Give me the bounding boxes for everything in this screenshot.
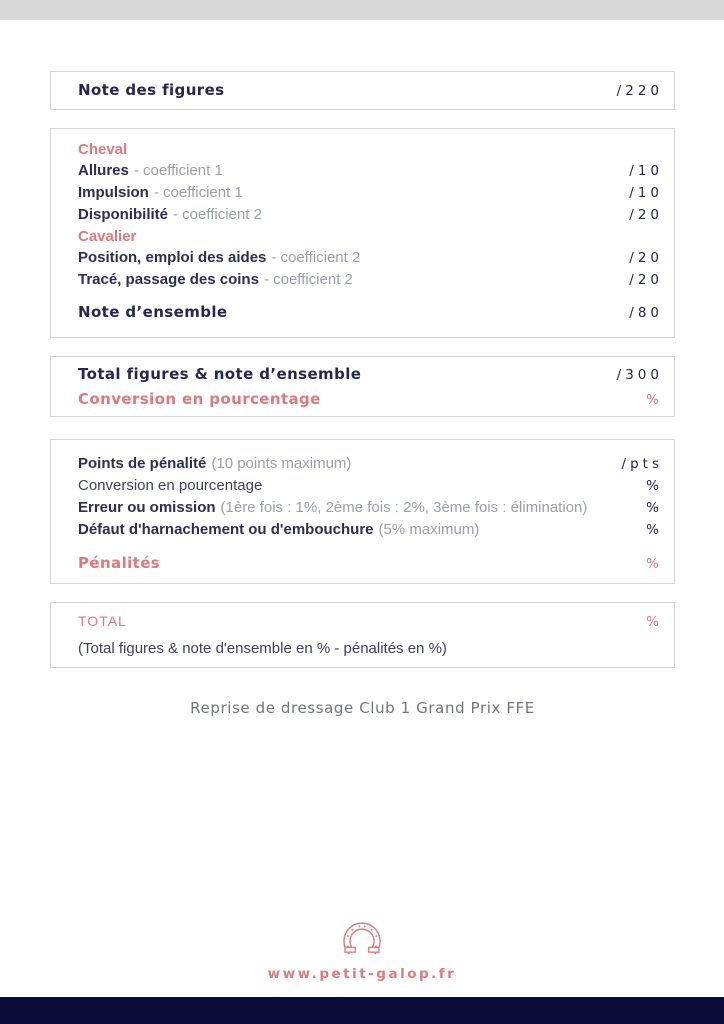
test-caption: Reprise de dressage Club 1 Grand Prix FFE: [190, 699, 535, 717]
penalty-row-points: [78, 453, 663, 475]
penalty-detail: (5% maximum): [378, 521, 480, 538]
bottom-bar: [0, 997, 724, 1024]
penalty-detail: (1ère fois : 1%, 2ème fois : 2%, 3ème fois : élimination): [220, 499, 588, 516]
penalty-row-harnachement: [78, 519, 663, 541]
penalties-total-value: %: [646, 556, 663, 572]
penalties-box: [50, 439, 675, 584]
cheval-heading: Cheval: [78, 141, 128, 158]
mark-label: Disponibilité: [78, 206, 168, 223]
penalty-row-conversion: [78, 475, 663, 497]
horseshoe-icon: [339, 911, 385, 964]
mark-row-position: [78, 247, 663, 269]
penalty-detail: (10 points maximum): [211, 455, 352, 472]
footer: [0, 911, 724, 983]
mark-value: /10: [629, 163, 663, 179]
ensemble-row: [78, 302, 663, 324]
ensemble-value: /80: [629, 305, 663, 321]
mark-value: /20: [629, 207, 663, 223]
penalty-label: Conversion en pourcentage: [78, 477, 263, 494]
penalty-value: %: [646, 500, 663, 516]
mark-value: /20: [629, 250, 663, 266]
penalties-total-label: Pénalités: [78, 554, 161, 572]
mark-coefficient: - coefficient 2: [263, 271, 353, 288]
grand-total-box: [50, 602, 675, 668]
score-sheet-content: [50, 20, 675, 717]
grand-total-note: (Total figures & note d'ensemble en % - pénalités en %): [78, 640, 447, 657]
figures-score-box: [50, 71, 675, 110]
cavalier-heading: Cavalier: [78, 228, 137, 245]
top-bar: [0, 0, 724, 20]
figures-value: /220: [616, 83, 663, 99]
marks-box: [50, 128, 675, 338]
mark-row-trace: [78, 269, 663, 291]
mark-value: /20: [629, 272, 663, 288]
penalty-value: %: [646, 522, 663, 538]
penalty-label: Défaut d'harnachement ou d'embouchure: [78, 521, 374, 538]
mark-row-impulsion: [78, 182, 663, 204]
figures-score-row: [78, 81, 663, 101]
grand-total-label: TOTAL: [78, 613, 127, 629]
total-figures-row: [78, 363, 663, 386]
penalty-label: Erreur ou omission: [78, 499, 216, 516]
penalties-total-row: [78, 552, 663, 575]
total-figures-box: [50, 356, 675, 417]
website-url: www.petit-galop.fr: [267, 966, 457, 982]
conversion-row: [78, 388, 663, 411]
grand-total-value: %: [646, 614, 663, 630]
ensemble-label: Note d’ensemble: [78, 303, 228, 321]
penalty-row-erreur: [78, 497, 663, 519]
mark-coefficient: - coefficient 2: [173, 206, 262, 223]
figures-label: Note des figures: [78, 81, 225, 99]
mark-row-allures: [78, 160, 663, 182]
mark-label: Allures: [78, 162, 129, 179]
mark-value: /10: [629, 185, 663, 201]
total-figures-label: Total figures & note d’ensemble: [78, 365, 362, 383]
mark-coefficient: - coefficient 1: [133, 162, 223, 179]
penalty-value: %: [646, 478, 663, 494]
penalty-label: Points de pénalité: [78, 455, 207, 472]
mark-label: Position, emploi des aides: [78, 249, 267, 266]
total-figures-value: /300: [616, 367, 663, 383]
mark-coefficient: - coefficient 1: [153, 184, 243, 201]
mark-coefficient: - coefficient 2: [271, 249, 361, 266]
mark-label: Tracé, passage des coins: [78, 271, 259, 288]
grand-total-row: [78, 612, 663, 632]
conversion-label: Conversion en pourcentage: [78, 390, 321, 408]
penalty-value: /pts: [621, 456, 663, 472]
mark-row-disponibilite: [78, 204, 663, 226]
conversion-value: %: [646, 392, 663, 408]
mark-label: Impulsion: [78, 184, 149, 201]
